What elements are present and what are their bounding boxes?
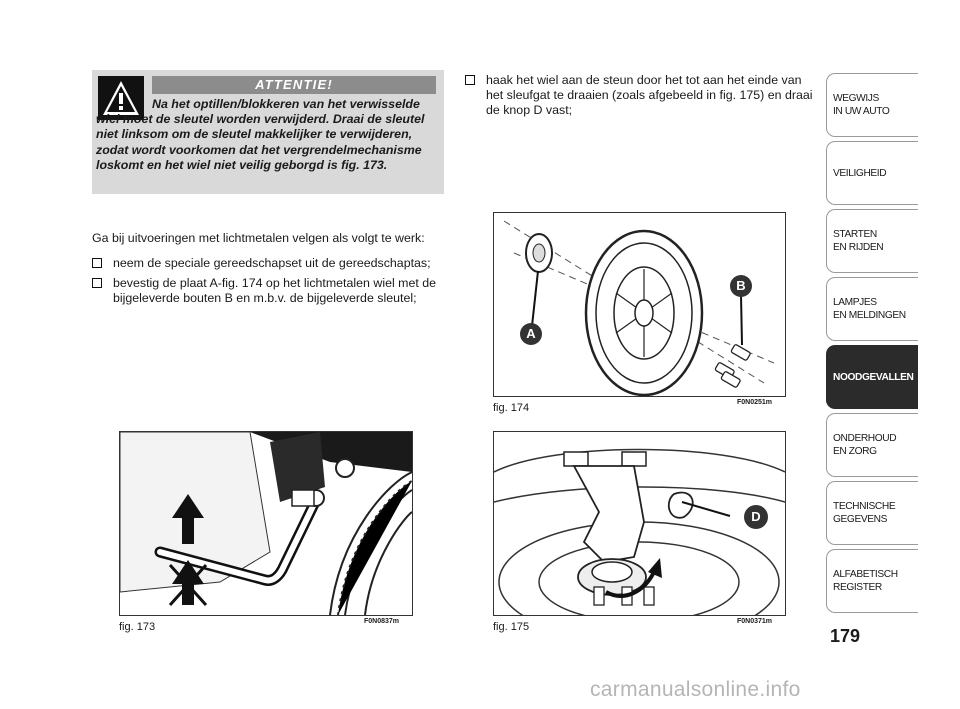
bullet-item [92,276,452,306]
intro-text: Ga bij uitvoeringen met lichtmetalen velgen als volgt te werk: [92,231,425,245]
figure-175 [493,431,786,616]
bullet-text: bevestig de plaat A-fig. 174 op het lichtmetalen wiel met de bijgeleverde bouten B en m.b.v. de bijgeleverde sleutel; [113,276,437,305]
bullet-text: haak het wiel aan de steun door het tot aan het einde van het sleufgat te draaien (zoals afgebeeld in fig. 175) en draai de knop D vast; [486,73,813,117]
label-b: B [730,275,752,297]
figure-175-code: F0N0371m [737,618,773,625]
tab-alfabetisch[interactable]: ALFABETISCH REGISTER [826,549,918,613]
warning-text: Na het optillen/blokkeren van het verwisselde wiel moet de sleutel worden verwijderd. Draai de sleutel niet linksom om de sleutel makkelijker te verwijderen, zodat wordt voorkomen dat het vergrendelmechanisme loskomt en het wiel niet veilig geborgd is fig. 173. [96,97,425,172]
label-a: A [520,323,542,345]
checkbox-bullet-icon [92,258,102,268]
tab-noodgevallen[interactable]: NOODGEVALLEN [826,345,918,409]
figure-173 [119,431,413,616]
tab-onderhoud[interactable]: ONDERHOUD EN ZORG [826,413,918,477]
figure-174 [493,212,786,397]
figure-173-caption: fig. 173 [119,621,156,633]
bullet-text: neem de speciale gereedschapset uit de gereedschaptas; [113,256,431,270]
tab-wegwijs[interactable]: WEGWIJS IN UW AUTO [826,73,918,137]
label-d: D [744,505,768,529]
figure-174-code: F0N0251m [737,399,773,406]
tab-veiligheid[interactable]: VEILIGHEID [826,141,918,205]
bullet-item [465,73,815,118]
warning-heading: ATTENTIE! [152,76,436,94]
figure-175-caption: fig. 175 [493,621,530,633]
checkbox-bullet-icon [92,278,102,288]
tab-lampjes[interactable]: LAMPJES EN MELDINGEN [826,277,918,341]
bullet-item [92,256,452,271]
watermark: carmanualsonline.info [590,678,801,701]
checkbox-bullet-icon [465,75,475,85]
tab-starten[interactable]: STARTEN EN RIJDEN [826,209,918,273]
figure-174-caption: fig. 174 [493,402,530,414]
page-number: 179 [830,626,861,646]
figure-173-code: F0N0837m [364,618,400,625]
tab-technische[interactable]: TECHNISCHE GEGEVENS [826,481,918,545]
